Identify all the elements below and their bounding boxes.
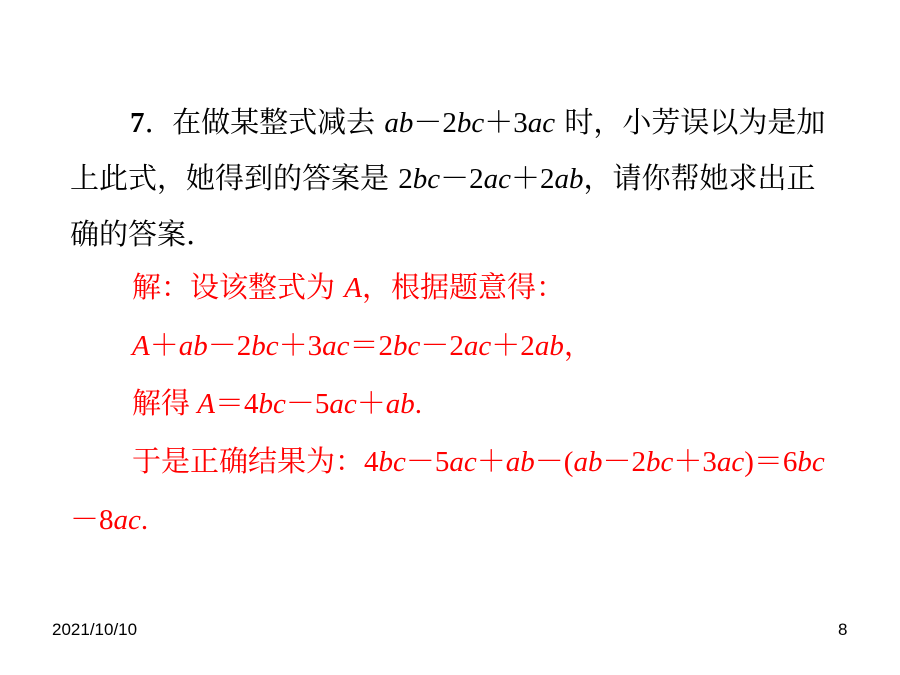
footer-date: 2021/10/10	[52, 620, 138, 639]
problem-number: 7	[130, 107, 145, 139]
math-variable: bc	[797, 446, 825, 478]
math-text: 2	[398, 163, 413, 195]
math-variable: ac	[527, 107, 556, 139]
math-text: －5	[405, 446, 450, 478]
problem-line-3	[70, 216, 195, 252]
math-text: 于是正确结果为：4	[132, 446, 379, 478]
problem-expr-2	[398, 161, 583, 195]
math-text: ＋3	[673, 446, 717, 478]
math-variable: bc	[251, 330, 279, 362]
math-text: .	[414, 388, 423, 420]
math-text: －(	[534, 446, 574, 478]
problem-line-2	[70, 160, 816, 197]
math-variable: A	[197, 388, 215, 420]
math-variable: bc	[258, 388, 286, 420]
math-variable: ac	[483, 163, 511, 195]
solution-correct-result	[132, 444, 825, 478]
math-variable: ab	[554, 163, 584, 195]
solution-line-2	[132, 327, 593, 364]
math-variable: bc	[412, 163, 441, 195]
problem-line-1: 7. 在做某整式减去 ab－2bc＋3ac 时，小芳误以为是加	[130, 105, 826, 139]
math-text: ＋	[356, 388, 386, 420]
solution-correct-result-cont	[70, 502, 148, 536]
math-text: ＋3	[278, 330, 323, 362]
problem-text-2a: 上此式，她得到的答案是	[70, 161, 399, 195]
math-variable: A	[132, 330, 150, 362]
solution-line-5	[70, 501, 148, 538]
math-variable: ac	[322, 330, 350, 362]
math-text: ＝4	[214, 388, 259, 420]
math-variable: ab	[385, 388, 415, 420]
solution-var: A	[344, 272, 362, 304]
math-text: ＋	[476, 446, 506, 478]
math-variable: ac	[329, 388, 357, 420]
footer-page-number: 8	[838, 620, 848, 639]
problem-text-1b: 时，小芳误以为是加	[555, 105, 826, 139]
math-text: ＋	[149, 330, 179, 362]
solution-intro: 解：设该整式为	[132, 270, 345, 304]
math-variable: ab	[573, 446, 603, 478]
problem-text-2b: ，请你帮她求出正	[583, 161, 816, 195]
math-text: .	[140, 504, 149, 536]
math-variable: ac	[716, 446, 745, 478]
math-text: －2	[420, 330, 464, 362]
solution-equation	[132, 328, 593, 362]
math-variable: bc	[393, 330, 421, 362]
solution-line-1	[132, 269, 565, 306]
problem-text-1a: 在做某整式减去	[172, 105, 385, 139]
math-text: －2	[602, 446, 646, 478]
math-variable: ab	[534, 330, 564, 362]
math-variable: ab	[505, 446, 535, 478]
math-text: ＝2	[349, 330, 394, 362]
problem-text-3: 确的答案.	[70, 217, 196, 251]
math-variable: bc	[378, 446, 406, 478]
math-text: －2	[413, 107, 457, 139]
math-text: 解得	[132, 388, 198, 420]
math-variable: ab	[178, 330, 208, 362]
math-variable: ab	[384, 107, 414, 139]
math-text: －2	[207, 330, 252, 362]
math-variable: bc	[456, 107, 485, 139]
solution-result-a	[132, 386, 422, 420]
math-text: )＝6	[744, 446, 798, 478]
math-text: －5	[285, 388, 330, 420]
math-text: ＋3	[484, 107, 528, 139]
math-variable: bc	[645, 446, 674, 478]
solution-intro-suffix: ，根据题意得：	[361, 270, 565, 304]
math-text: ＋2	[491, 330, 535, 362]
math-variable: ac	[449, 446, 477, 478]
problem-expr-1	[384, 105, 555, 139]
math-text: －8	[70, 504, 114, 536]
math-variable: ac	[463, 330, 492, 362]
math-text: ＋2	[510, 163, 555, 195]
solution-line-4	[132, 443, 825, 480]
math-text: －2	[440, 163, 484, 195]
math-variable: ac	[113, 504, 141, 536]
solution-line-3	[132, 385, 422, 422]
math-text: ，	[563, 330, 593, 362]
